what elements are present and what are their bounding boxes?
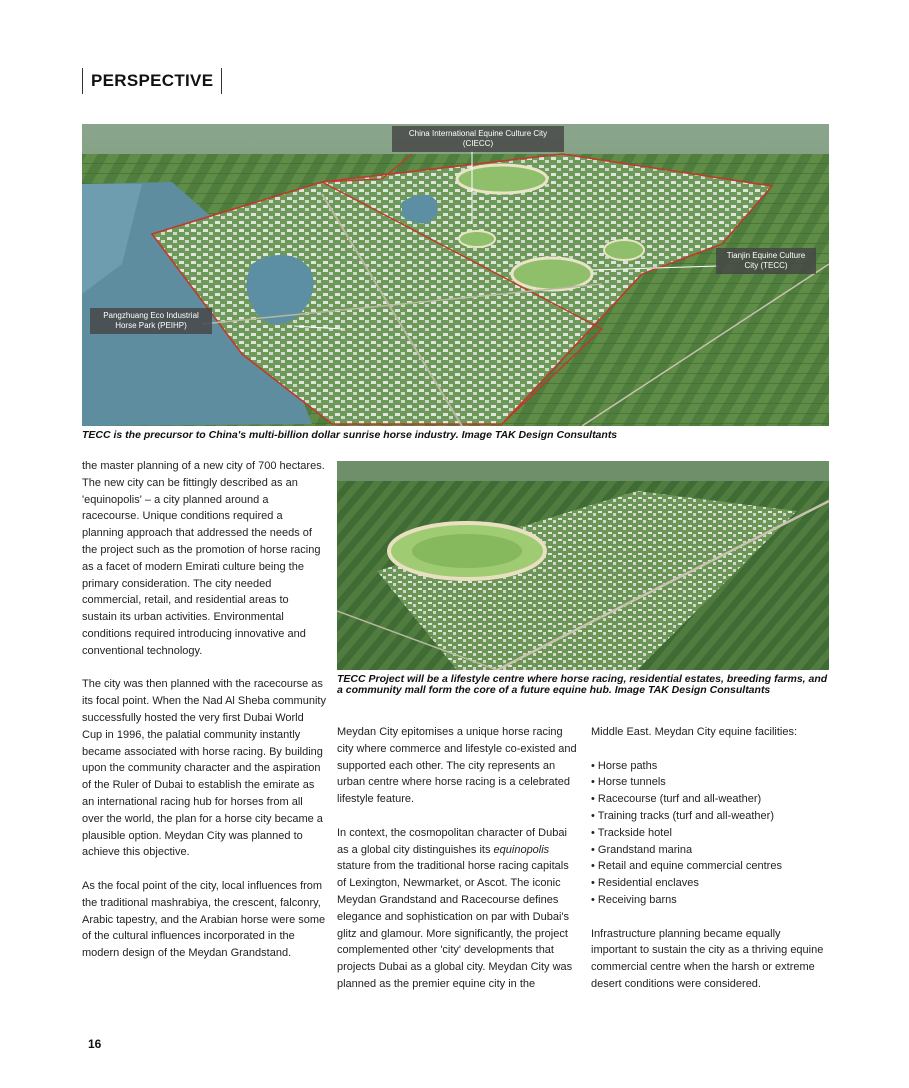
list-item: • Grandstand marina (591, 842, 829, 859)
list-item: • Horse tunnels (591, 774, 829, 791)
aerial-masterplan-render (82, 124, 829, 426)
callout-peihp: Pangzhuang Eco Industrial Horse Park (PEIHP) (90, 308, 212, 334)
list-item: • Receiving barns (591, 892, 829, 909)
facilities-list (591, 758, 829, 909)
paragraph: The city was then planned with the racecourse as its focal point. When the Nad Al Sheba community successfully hosted the very first Dubai World Cup in 1996, the palatial community instantly became associated with horse racing. By building upon the community character and the aspiration of the Ruler of Dubai to establish the emirate as an international racing hub for horses from all over the world, the plan for a horse city became a plausible option. Meydan City was planned to achieve this objective. (82, 678, 326, 859)
emphasis-term: equinopolis (493, 843, 550, 856)
text-column-2 (337, 724, 579, 1010)
page-number: 16 (88, 1037, 102, 1051)
text-column-1 (82, 458, 326, 979)
divider (221, 68, 222, 94)
paragraph: As the focal point of the city, local influences from the traditional mashrabiya, the crescent, falconry, Arabic tapestry, and the Arabian horse were some of the cultural influences incorporated in the modern design of the Meydan Grandstand. (82, 879, 326, 960)
photo2-caption: TECC Project will be a lifestyle centre where horse racing, residential estates, breeding farms, and a community mall form the core of a future equine hub. Image TAK Design Consultants (337, 673, 828, 696)
list-item: • Horse paths (591, 758, 829, 775)
paragraph-text: In context, the cosmopolitan character of Dubai as a global city distinguishes its (337, 826, 567, 856)
paragraph: Meydan City epitomises a unique horse racing city where commerce and lifestyle co-existed and supported each other. The city represents an urban centre where horse racing is a celebrated lifestyle feature. (337, 726, 577, 806)
list-item: • Residential enclaves (591, 875, 829, 892)
paragraph: Middle East. Meydan City equine facilities: (591, 726, 798, 738)
list-item: • Retail and equine commercial centres (591, 858, 829, 875)
callout-tecc: Tianjin Equine Culture City (TECC) (716, 248, 816, 274)
list-item: • Trackside hotel (591, 825, 829, 842)
section-title: PERSPECTIVE (91, 71, 214, 90)
paragraph: Infrastructure planning became equally important to sustain the city as a thriving equine commercial centre when the harsh or extreme desert conditions were considered. (591, 927, 824, 990)
paragraph-text: stature from the traditional horse racing capitals of Lexington, Newmarket, or Ascot. The iconic Meydan Grandstand and Racecourse defines elegance and sophistication on par with Dubai's glitz and glamour. More significantly, the project complemented other 'city' developments that projects Dubai as a global city. Meydan City was planned as the premier equine city in the (337, 860, 573, 990)
paragraph (337, 825, 579, 993)
hero-aerial-image (82, 124, 829, 426)
text-column-3 (591, 724, 829, 1010)
secondary-aerial-image (337, 461, 829, 670)
list-item: • Racecourse (turf and all-weather) (591, 791, 829, 808)
list-item: • Training tracks (turf and all-weather) (591, 808, 829, 825)
callout-ciecc: China International Equine Culture City (CIECC) (392, 126, 564, 152)
section-header (82, 68, 222, 94)
paragraph: the master planning of a new city of 700 hectares. The new city can be fittingly described as an 'equinopolis' – a city planned around a racecourse. Unique conditions required a planning approach that addressed the needs of the project such as the promotion of horse racing as a facet of modern Emirati culture being the primary consideration. The city needed commercial, retail, and residential areas to sustain its urban activities. Environmental conditions required introducing innovative and conventional technology. (82, 460, 325, 657)
tecc-project-render (337, 461, 829, 670)
hero-caption: TECC is the precursor to China's multi-billion dollar sunrise horse industry. Image TAK Design Consultants (82, 429, 618, 441)
